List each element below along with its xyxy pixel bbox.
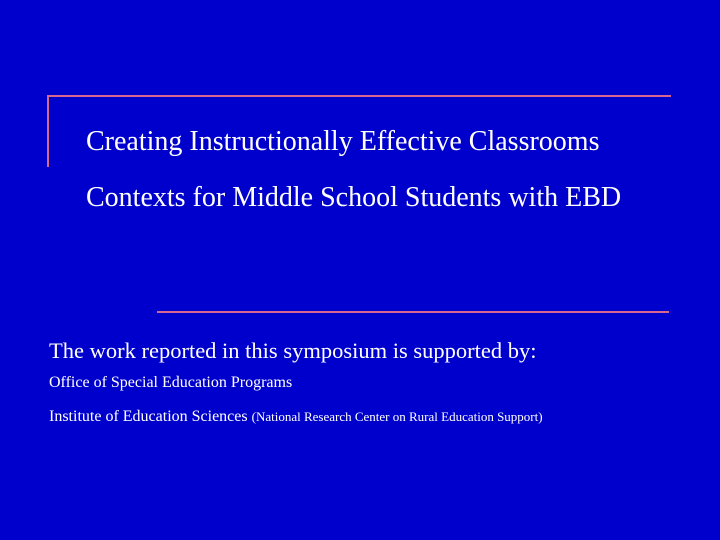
middle-rule bbox=[157, 311, 669, 313]
sponsor-osep: Office of Special Education Programs bbox=[49, 374, 293, 391]
title-line-2: Contexts for Middle School Students with EBD bbox=[86, 182, 622, 213]
support-heading: The work reported in this symposium is supported by: bbox=[49, 338, 537, 363]
left-rule bbox=[47, 95, 49, 167]
sponsor-ies bbox=[49, 408, 543, 426]
title-line-1: Creating Instructionally Effective Classrooms bbox=[86, 126, 600, 157]
sponsor-ies-note: (National Research Center on Rural Education Support) bbox=[251, 409, 543, 424]
top-rule bbox=[47, 95, 671, 97]
sponsor-ies-name: Institute of Education Sciences bbox=[49, 408, 248, 425]
